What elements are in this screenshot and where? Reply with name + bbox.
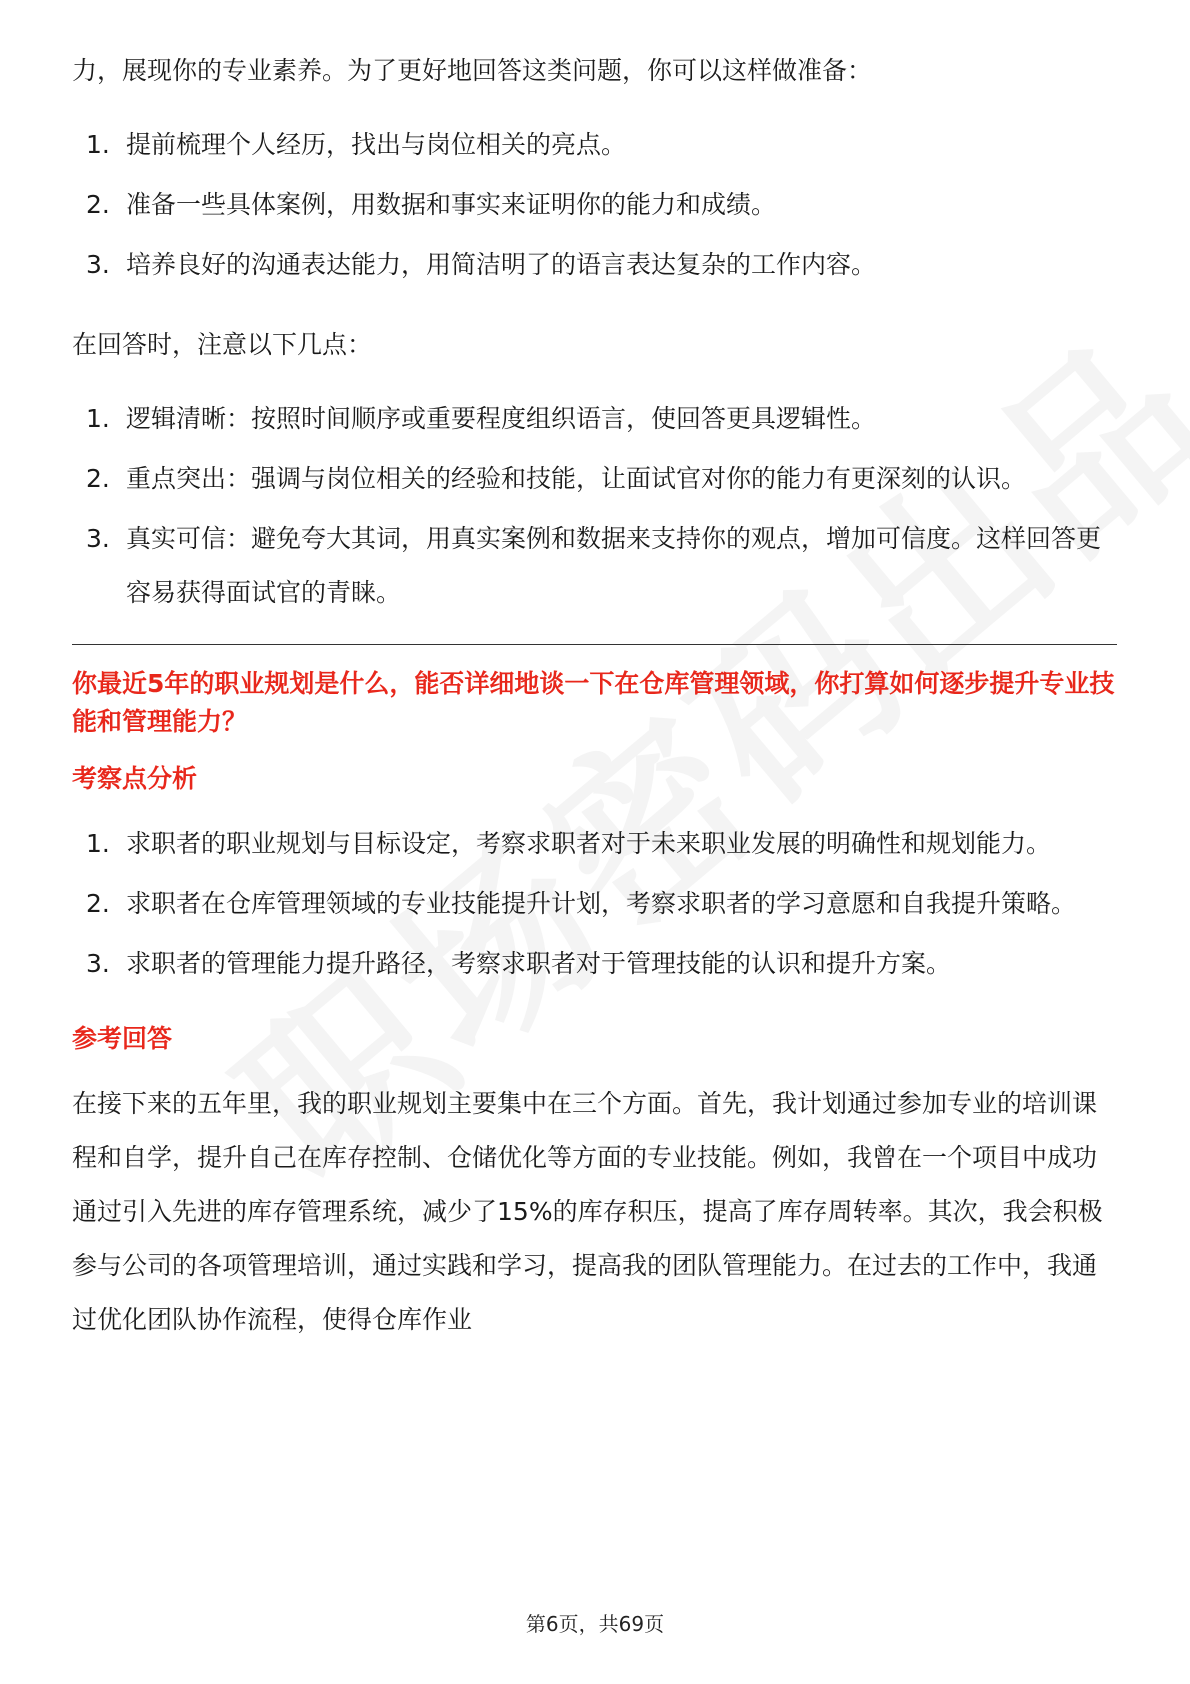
list-text: 求职者的管理能力提升路径，考察求职者对于管理技能的认识和提升方案。 (126, 949, 952, 978)
list-item (72, 118, 1117, 172)
list-number: 3. (86, 949, 110, 978)
analysis-heading: 考察点分析 (72, 764, 198, 793)
list-text: 逻辑清晰：按照时间顺序或重要程度组织语言，使回答更具逻辑性。 (126, 404, 877, 433)
list-item (72, 817, 1117, 871)
list-item (72, 877, 1117, 931)
list-item (72, 178, 1117, 232)
list-item (72, 512, 1117, 620)
list-text: 求职者在仓库管理领域的专业技能提升计划，考察求职者的学习意愿和自我提升策略。 (126, 889, 1077, 918)
analysis-list (72, 817, 1117, 991)
list-number: 2. (86, 190, 110, 219)
page-number-footer: 第6页，共69页 (525, 1612, 665, 1636)
notes-intro: 在回答时，注意以下几点： (72, 330, 373, 359)
list-text: 培养良好的沟通表达能力，用简洁明了的语言表达复杂的工作内容。 (126, 250, 877, 279)
list-text: 准备一些具体案例，用数据和事实来证明你的能力和成绩。 (126, 190, 777, 219)
list-item (72, 238, 1117, 292)
list-text: 重点突出：强调与岗位相关的经验和技能，让面试官对你的能力有更深刻的认识。 (126, 464, 1027, 493)
list-text: 求职者的职业规划与目标设定，考察求职者对于未来职业发展的明确性和规划能力。 (126, 829, 1052, 858)
list-number: 2. (86, 464, 110, 493)
intro-continuation: 力，展现你的专业素养。为了更好地回答这类问题，你可以这样做准备： (72, 56, 873, 85)
list-text: 提前梳理个人经历，找出与岗位相关的亮点。 (126, 130, 627, 159)
notes-list (72, 392, 1117, 620)
question-heading: 你最近5年的职业规划是什么，能否详细地谈一下在仓库管理领域，你打算如何逐步提升专业技能和管理能力？ (72, 669, 1115, 736)
list-item (72, 452, 1117, 506)
answer-paragraph: 在接下来的五年里，我的职业规划主要集中在三个方面。首先，我计划通过参加专业的培训课程和自学，提升自己在库存控制、仓储优化等方面的专业技能。例如，我曾在一个项目中成功通过引入先进的库存管理系统，减少了15%的库存积压，提高了库存周转率。其次，我会积极参与公司的各项管理培训，通过实践和学习，提高我的团队管理能力。在过去的工作中，我通过优化团队协作流程，使得仓库作业 (72, 1089, 1103, 1334)
answer-heading: 参考回答 (72, 1024, 173, 1053)
list-number: 1. (86, 404, 110, 433)
list-number: 3. (86, 524, 110, 553)
page-content (72, 44, 1117, 1347)
section-divider (72, 644, 1117, 645)
list-text: 真实可信：避免夸大其词，用真实案例和数据来支持你的观点，增加可信度。这样回答更容易获得面试官的青睐。 (126, 524, 1102, 607)
prep-list (72, 118, 1117, 292)
list-number: 3. (86, 250, 110, 279)
list-item (72, 392, 1117, 446)
list-number: 1. (86, 829, 110, 858)
list-item (72, 937, 1117, 991)
list-number: 2. (86, 889, 110, 918)
list-number: 1. (86, 130, 110, 159)
